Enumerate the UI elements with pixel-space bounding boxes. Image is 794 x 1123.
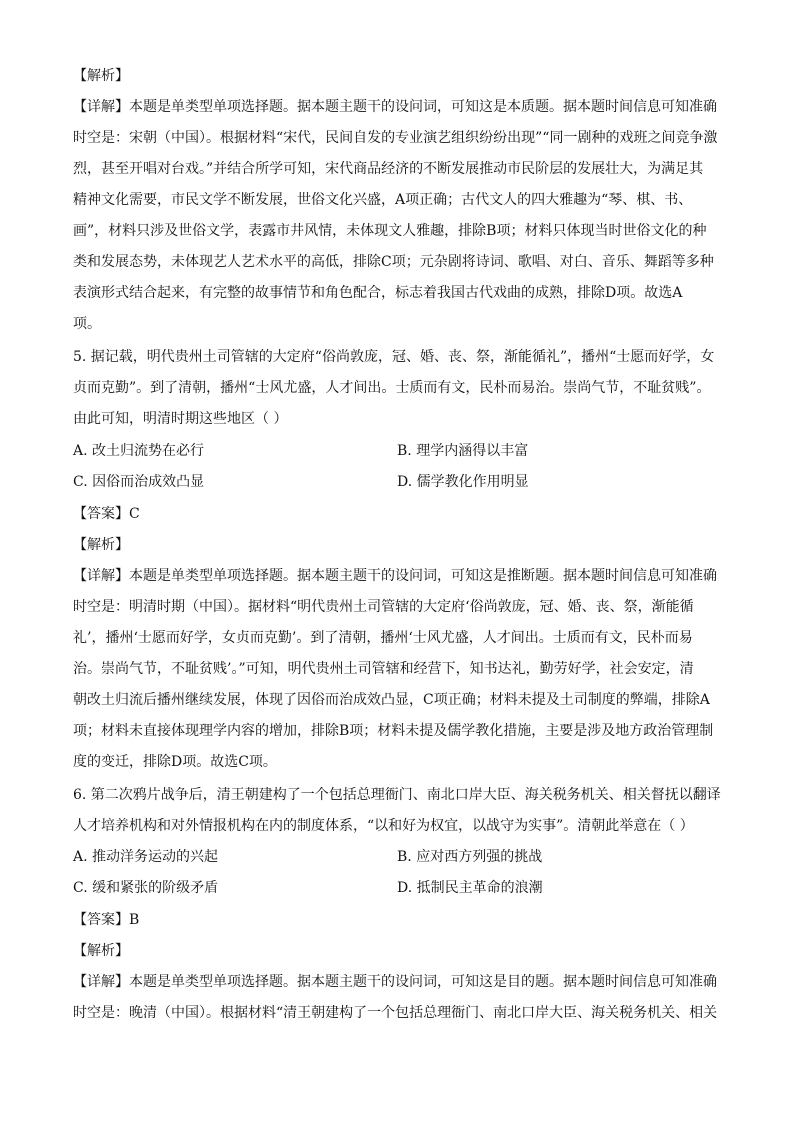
question-5-analysis-line: 项；材料未直接体现理学内容的增加，排除B项；材料未提及儒学教化措施，主要是涉及地方政治管理制 xyxy=(73,723,714,739)
analysis-line: 时空是：宋朝（中国）。根据材料“宋代，民间自发的专业演艺组织纷纷出现”“同一剧种的戏班之间竞争激 xyxy=(73,130,718,146)
question-6-analysis-line: 【详解】本题是单类型单项选择题。据本题主题干的设问词，可知这是目的题。据本题时间信息可知准确 xyxy=(73,974,717,990)
question-6-analysis-line: 时空是：晚清（中国）。根据材料“清王朝建构了一个包括总理衙门、南北口岸大臣、海关税务机关、相关 xyxy=(73,1005,718,1021)
question-5-analysis-line: 礼’，播州‘士愿而好学，女贞而克勤’。到了清朝，播州‘士风尤盛，人才间出。士质而有文，民朴而易 xyxy=(73,630,693,646)
question-5-option-b: B. 理学内涵得以丰富 xyxy=(397,443,529,459)
question-5-analysis-line: 朝改土归流后播州继续发展，体现了因俗而治成效凸显，C项正确；材料未提及土司制度的弊端，排除A xyxy=(73,692,710,708)
analysis-line: 项。 xyxy=(73,316,101,332)
question-6-option-c: C. 缓和紧张的阶级矛盾 xyxy=(73,880,219,896)
analysis-line: 类和发展态势，未体现艺人艺术水平的高低，排除C项；元杂剧将诗词、歌唱、对白、音乐、舞蹈等多种 xyxy=(73,254,714,270)
question-5-option-d: D. 儒学教化作用明显 xyxy=(397,474,529,490)
question-5-analysis-line: 【详解】本题是单类型单项选择题。据本题主题干的设问词，可知这是推断题。据本题时间信息可知准确 xyxy=(73,568,717,584)
question-5-analysis-line: 治。崇尚气节，不耻贫贱’。”可知，明代贵州土司管辖和经营下，知书达礼，勤劳好学，社会安定，清 xyxy=(73,661,694,677)
question-5-analysis-heading: 【解析】 xyxy=(73,537,129,553)
analysis-line: 表演形式结合起来，有完整的故事情节和角色配合，标志着我国古代戏曲的成熟，排除D项。故选A xyxy=(73,285,683,301)
question-5-option-c: C. 因俗而治成效凸显 xyxy=(73,474,205,490)
question-5-analysis-line: 时空是：明清时期（中国）。据材料“明代贵州土司管辖的大定府‘俗尚敦庞，冠、婚、丧、祭，渐能循 xyxy=(73,599,694,615)
question-6-stem: 人才培养机构和对外情报机构在内的制度体系，“以和好为权宜，以战守为实事”。清朝此举意在（ ） xyxy=(73,818,694,834)
analysis-line: 精神文化需要，市民文学不断发展，世俗文化兴盛，A项正确；古代文人的四大雅趣为“琴、棋、书、 xyxy=(73,192,693,208)
question-5-analysis-line: 度的变迁，排除D项。故选C项。 xyxy=(73,754,277,770)
question-6-option-a: A. 推动洋务运动的兴起 xyxy=(73,849,219,865)
question-5-stem: 贞而克勤”。到了清朝，播州“士风尤盛，人才间出。士质而有文，民朴而易治。崇尚气节，不耻贫贱”。 xyxy=(73,380,711,396)
analysis-line: 烈，甚至开唱对台戏。”并结合所学可知，宋代商品经济的不断发展推动市民阶层的发展壮大，为满足其 xyxy=(73,161,704,177)
question-6-option-d: D. 抵制民主革命的浪潮 xyxy=(397,880,543,896)
question-6-stem: 6. 第二次鸦片战争后，清王朝建构了一个包括总理衙门、南北口岸大臣、海关税务机关、相关督抚以翻译 xyxy=(73,787,721,803)
question-5-stem: 5. 据记载，明代贵州土司管辖的大定府“俗尚敦庞，冠、婚、丧、祭，渐能循礼”，播州“士愿而好学，女 xyxy=(73,349,715,365)
analysis-line: 【详解】本题是单类型单项选择题。据本题主题干的设问词，可知这是本质题。据本题时间信息可知准确 xyxy=(73,99,717,115)
question-5-answer: 【答案】C xyxy=(73,506,140,522)
question-6-option-b: B. 应对西方列强的挑战 xyxy=(397,849,543,865)
question-5-option-a: A. 改土归流势在必行 xyxy=(73,443,205,459)
question-6-analysis-heading: 【解析】 xyxy=(73,943,129,959)
analysis-heading: 【解析】 xyxy=(73,68,129,84)
question-5-stem: 由此可知，明清时期这些地区（ ） xyxy=(73,411,288,427)
question-6-answer: 【答案】B xyxy=(73,912,140,928)
analysis-line: 画”，材料只涉及世俗文学，表露市井风情，未体现文人雅趣，排除B项；材料只体现当时世俗文化的种 xyxy=(73,223,707,239)
